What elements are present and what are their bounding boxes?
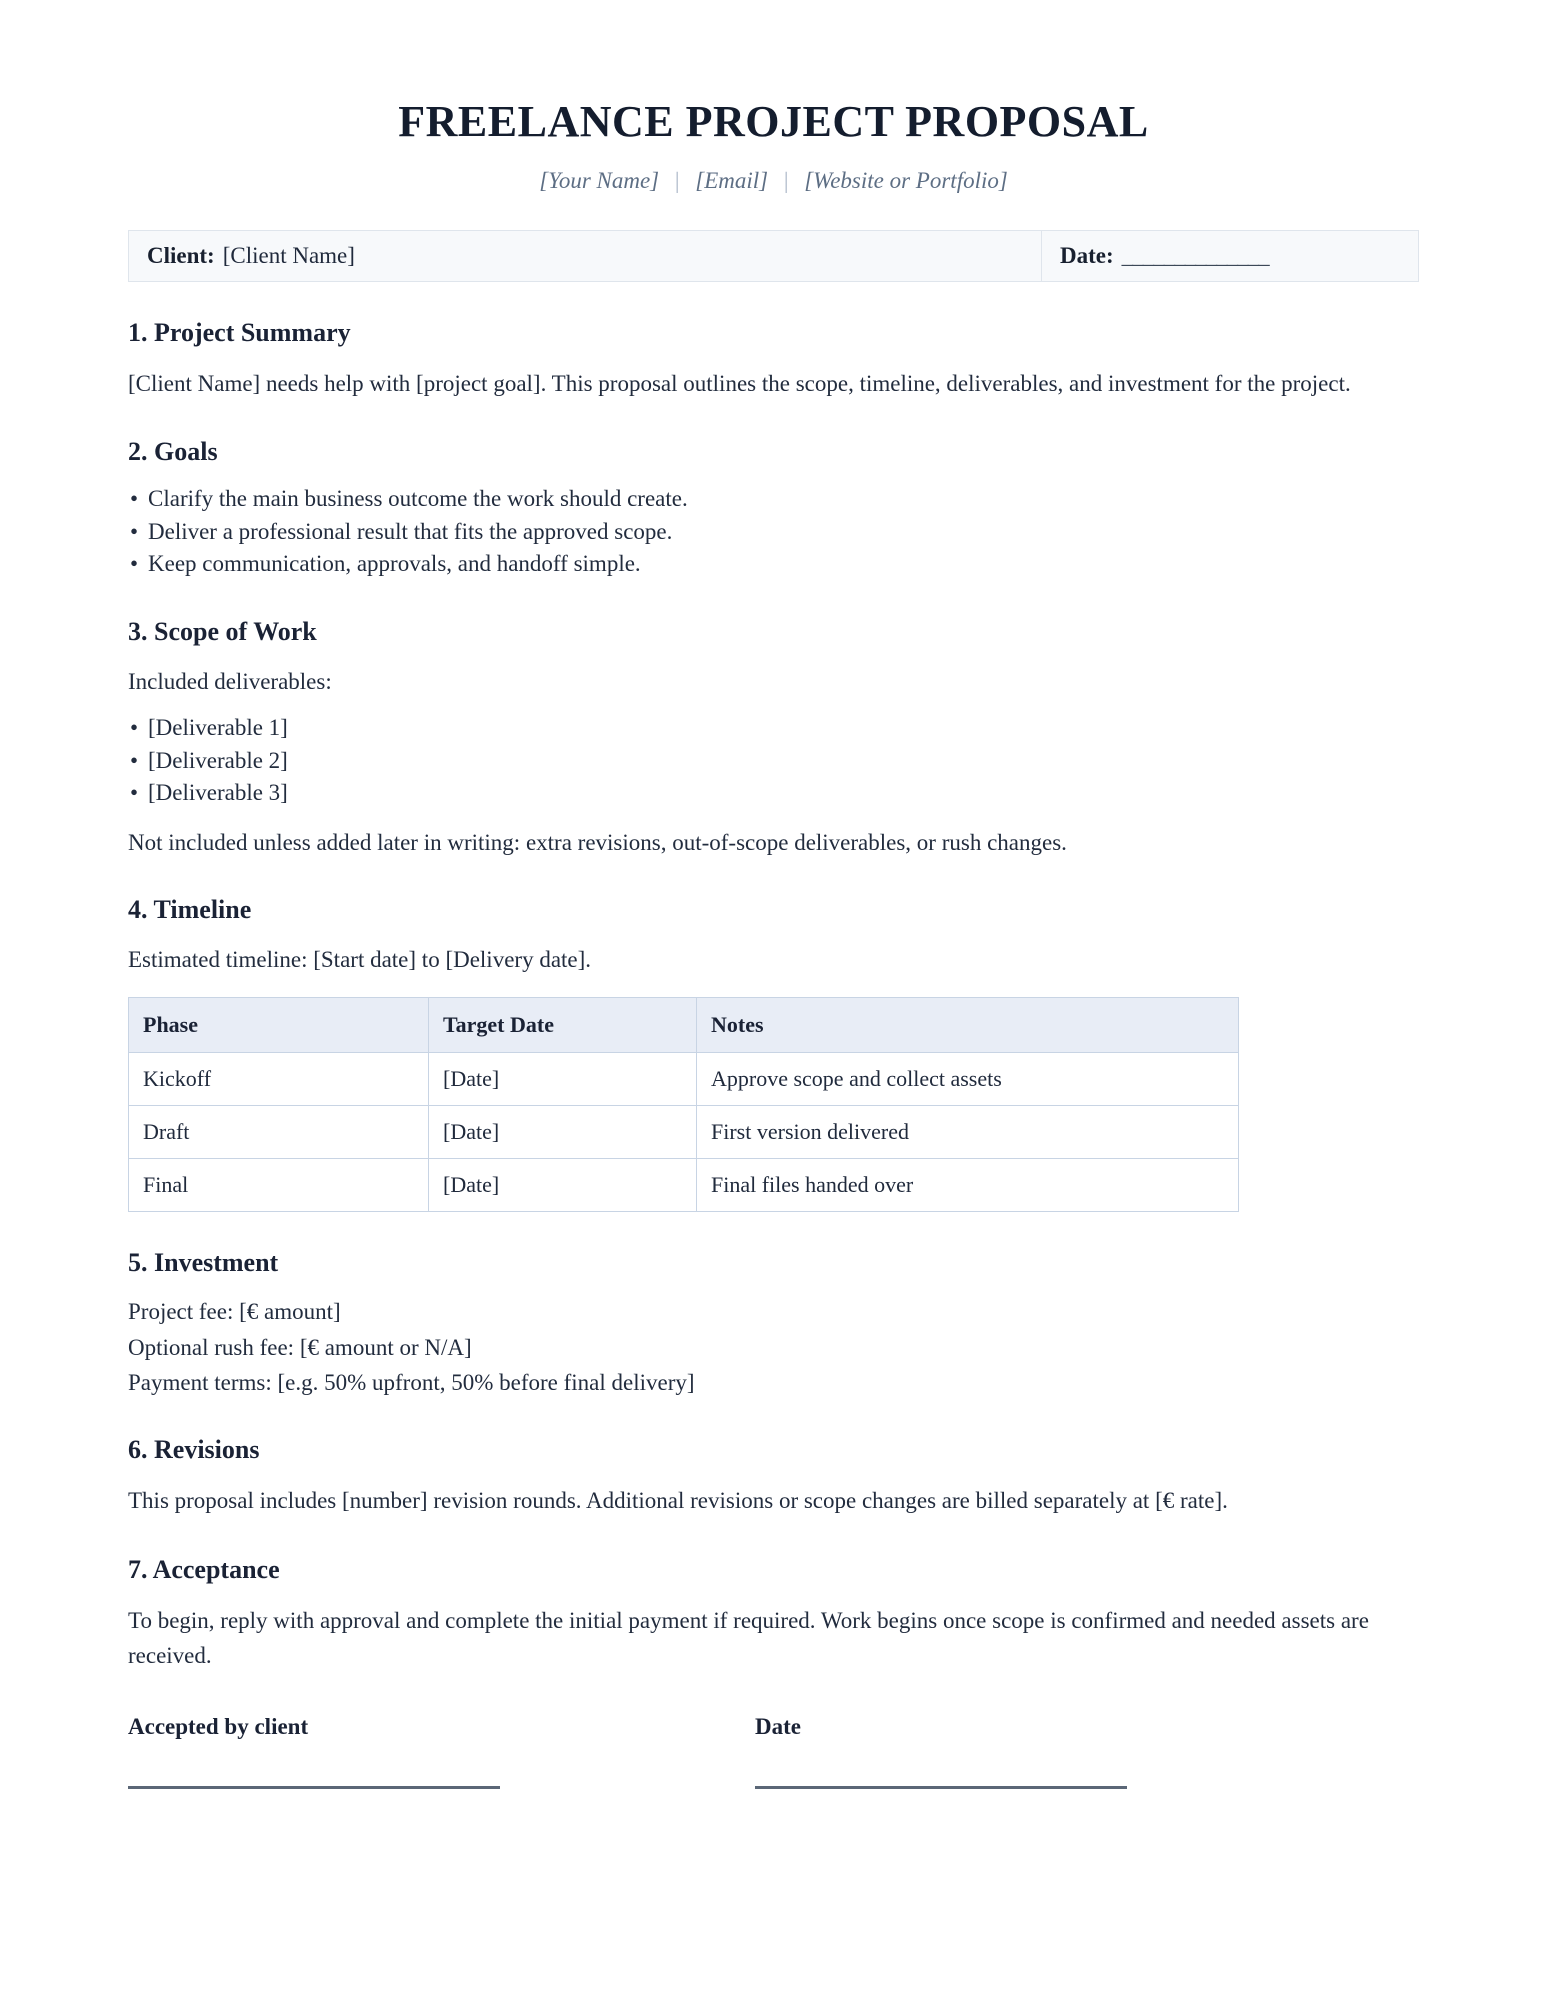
date-blank-rule: ______________ (1121, 242, 1269, 268)
signature-column-date (755, 1712, 1382, 1789)
project-summary-text: [Client Name] needs help with [project goal]. This proposal outlines the scope, timeline, deliverables, and investment for the project. (128, 370, 1351, 396)
timeline-intro-text: Estimated timeline: [Start date] to [Delivery date]. (128, 947, 592, 973)
timeline-table (128, 997, 1239, 1212)
your-name-placeholder: [Your Name] (539, 167, 660, 193)
cell-notes: First version delivered (697, 1105, 1239, 1158)
client-field[interactable] (129, 231, 1041, 281)
list-item: • Keep communication, approvals, and handoff simple. (128, 548, 1419, 581)
column-header-phase: Phase (129, 997, 429, 1052)
client-label: Client: (147, 242, 215, 268)
acceptance-text: To begin, reply with approval and complete the initial payment if required. Work begins once scope is confirmed and needed assets are received. (128, 1607, 1369, 1669)
cell-phase: Draft (129, 1105, 429, 1158)
signature-label-client: Accepted by client (128, 1713, 309, 1739)
column-header-notes: Notes (697, 997, 1239, 1052)
website-placeholder: [Website or Portfolio] (804, 167, 1008, 193)
deliverables-list (128, 712, 1419, 810)
cell-target-date: [Date] (429, 1105, 697, 1158)
signature-line-client[interactable] (128, 1786, 500, 1789)
section-heading-timeline: 4. Timeline (128, 895, 252, 925)
scope-intro-text: Included deliverables: (128, 668, 332, 694)
subtitle-separator-2: | (783, 167, 789, 193)
section-heading-scope-of-work: 3. Scope of Work (128, 617, 317, 646)
page-title: FREELANCE PROJECT PROPOSAL (398, 97, 1149, 146)
list-item: • [Deliverable 3] (128, 777, 1419, 810)
investment-payment-terms: Payment terms: [e.g. 50% upfront, 50% before final delivery] (128, 1370, 695, 1396)
cell-notes: Final files handed over (697, 1158, 1239, 1211)
list-item: • Deliver a professional result that fits the approved scope. (128, 516, 1419, 549)
scope-exclusion-note: Not included unless added later in writing: extra revisions, out-of-scope deliverables, or rush changes. (128, 830, 1067, 856)
investment-project-fee: Project fee: [€ amount] (128, 1299, 341, 1325)
investment-lines (128, 1295, 1419, 1399)
section-heading-project-summary: 1. Project Summary (128, 317, 351, 347)
table-row (129, 1105, 1239, 1158)
cell-phase: Final (129, 1158, 429, 1211)
date-field[interactable] (1041, 231, 1418, 281)
signature-column-client (128, 1712, 755, 1789)
signature-line-date[interactable] (755, 1786, 1127, 1789)
list-item: • [Deliverable 2] (128, 745, 1419, 778)
cell-phase: Kickoff (129, 1052, 429, 1105)
table-row (129, 1052, 1239, 1105)
table-row (129, 1158, 1239, 1211)
signature-label-date: Date (755, 1713, 801, 1739)
signature-block (128, 1712, 1419, 1789)
cell-target-date: [Date] (429, 1052, 697, 1105)
section-heading-goals: 2. Goals (128, 437, 218, 467)
client-date-bar (128, 230, 1419, 282)
section-heading-acceptance: 7. Acceptance (128, 1554, 280, 1584)
section-heading-investment: 5. Investment (128, 1247, 279, 1277)
table-header-row (129, 997, 1239, 1052)
cell-notes: Approve scope and collect assets (697, 1052, 1239, 1105)
goals-list (128, 483, 1419, 581)
client-value: [Client Name] (222, 242, 355, 268)
contact-subtitle (128, 166, 1419, 196)
subtitle-separator-1: | (674, 167, 680, 193)
revisions-text: This proposal includes [number] revision rounds. Additional revisions or scope changes are billed separately at [€ rate]. (128, 1488, 1228, 1514)
cell-target-date: [Date] (429, 1158, 697, 1211)
list-item: • Clarify the main business outcome the work should create. (128, 483, 1419, 516)
investment-rush-fee: Optional rush fee: [€ amount or N/A] (128, 1334, 472, 1360)
list-item: • [Deliverable 1] (128, 712, 1419, 745)
section-heading-revisions: 6. Revisions (128, 1435, 260, 1465)
date-label: Date: (1060, 242, 1114, 268)
column-header-target-date: Target Date (429, 997, 697, 1052)
email-placeholder: [Email] (695, 167, 769, 193)
